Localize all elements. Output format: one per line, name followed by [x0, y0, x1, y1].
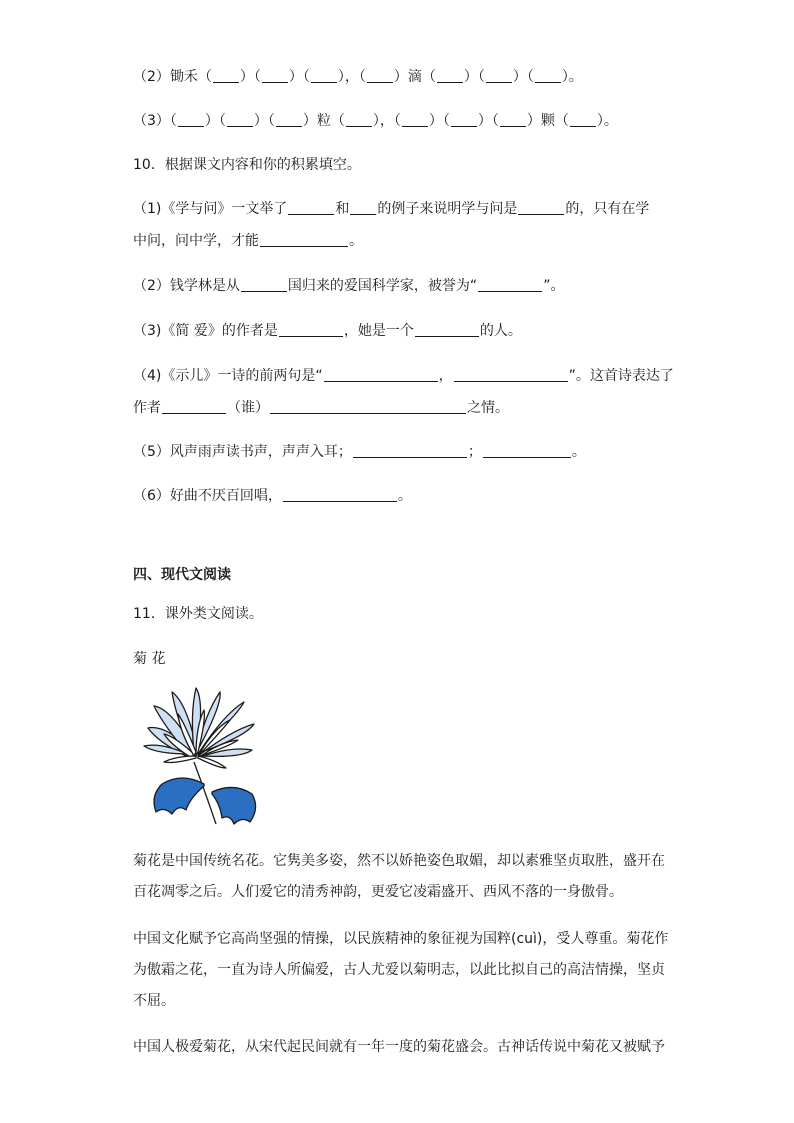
blank[interactable]	[213, 68, 239, 83]
blank[interactable]	[283, 487, 397, 502]
q10-item-4: （4)《示儿》一诗的前两句是“ ， ”。这首诗表达了	[133, 368, 674, 384]
blank[interactable]	[454, 367, 568, 382]
q11-title: 11．课外类文阅读。	[133, 606, 263, 622]
passage-line: 百花凋零之后。人们爱它的清秀神韵，更爱它凌霜盛开、西风不落的一身傲骨。	[133, 884, 623, 900]
passage-line: 中国文化赋予它高尚坚强的情操，以民族精神的象征视为国粹(cuì)，受人尊重。菊花作	[133, 931, 669, 947]
blank[interactable]	[276, 112, 302, 127]
blank[interactable]	[478, 277, 542, 292]
q10-item-2: （2）钱学林是从 国归来的爱国科学家，被誉为“ ”。	[133, 278, 565, 294]
passage-line: 中国人极爱菊花，从宋代起民间就有一年一度的菊花盛会。古神话传说中菊花又被赋予	[133, 1039, 665, 1055]
q10-item-3: （3)《简 爱》的作者是 ，她是一个 的人。	[133, 323, 522, 339]
blank[interactable]	[324, 367, 438, 382]
blank[interactable]	[260, 232, 348, 247]
blank[interactable]	[518, 200, 564, 215]
blank[interactable]	[415, 322, 479, 337]
blank[interactable]	[570, 112, 596, 127]
blank[interactable]	[279, 322, 343, 337]
phrase-text: 滴	[407, 69, 422, 85]
passage-line: 菊花是中国传统名花。它隽美多姿，然不以娇艳姿色取媚，却以素雅坚贞取胜，盛开在	[133, 853, 665, 869]
article-title: 菊 花	[133, 651, 166, 667]
blank[interactable]	[483, 443, 571, 458]
q10-item-4-cont: 作者 （谁） 之情。	[133, 400, 509, 416]
passage-line: 不屈。	[133, 993, 175, 1009]
q10-item-1-cont: 中问，问中学，才能 。	[133, 233, 363, 249]
blank[interactable]	[162, 399, 226, 414]
blank[interactable]	[402, 112, 428, 127]
phrase-text: 颗	[540, 113, 555, 129]
blank[interactable]	[270, 399, 466, 414]
blank[interactable]	[241, 277, 287, 292]
blank[interactable]	[437, 68, 463, 83]
blank[interactable]	[350, 200, 376, 215]
blank[interactable]	[353, 443, 467, 458]
item-number: （3）	[133, 113, 170, 129]
blank[interactable]	[262, 68, 288, 83]
q10-item-5: （5）风声雨声读书声，声声入耳； ； 。	[133, 444, 586, 460]
q9-line-2: （2）锄禾（ ）（ ）（ ），（ ）滴（ ）（ ）（ ）。	[133, 69, 583, 85]
phrase-text: 锄禾	[169, 69, 198, 85]
passage-line: 为傲霜之花，一直为诗人所偏爱，古人尤爱以菊明志，以此比拟自己的高洁情操，坚贞	[133, 962, 665, 978]
section-heading: 四、现代文阅读	[133, 567, 231, 583]
q10-item-6: （6）好曲不厌百回唱， 。	[133, 488, 412, 504]
blank[interactable]	[346, 112, 372, 127]
blank[interactable]	[451, 112, 477, 127]
chrysanthemum-icon	[134, 684, 262, 834]
blank[interactable]	[311, 68, 337, 83]
q9-line-3: （3）（ ）（ ）（ ）粒（ ），（ ）（ ）（ ）颗（ ）。	[133, 113, 618, 129]
blank[interactable]	[288, 200, 334, 215]
blank[interactable]	[367, 68, 393, 83]
item-number: （2）	[133, 69, 170, 85]
blank[interactable]	[500, 112, 526, 127]
q10-title: 10．根据课文内容和你的积累填空。	[133, 157, 361, 173]
blank[interactable]	[535, 68, 561, 83]
blank[interactable]	[486, 68, 512, 83]
q10-item-1: （1)《学与问》一文举了 和 的例子来说明学与问是 的，只有在学	[133, 201, 650, 217]
blank[interactable]	[227, 112, 253, 127]
phrase-text: 粒	[316, 113, 331, 129]
blank[interactable]	[178, 112, 204, 127]
